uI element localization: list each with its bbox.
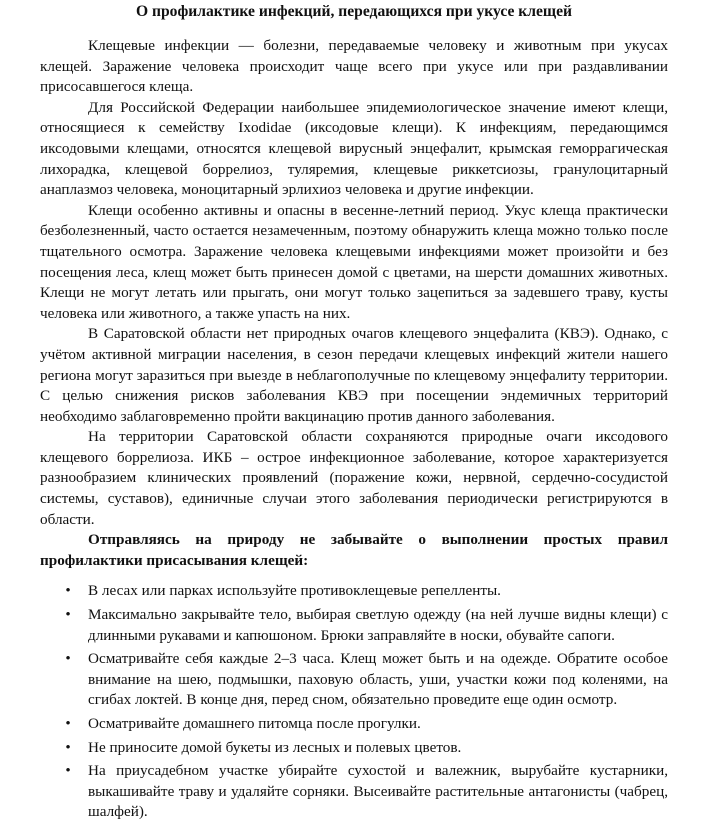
list-item-text: Максимально закрывайте тело, выбирая светлую одежду (на ней лучше видны клещи) с длинными рукавами и капюшоном. Брюки заправляйте в носки, обувайте сапоги. (88, 606, 668, 644)
bullet-icon: • (65, 606, 71, 624)
bullet-icon: • (65, 738, 71, 756)
paragraph-tick-activity: Клещи особенно активны и опасны в весенне-летний период. Укус клеща практически безболезненный, часто остается незамеченным, поэтому обнаружить клеща можно только после тщательного осмотра. Заражение человека клещевыми инфекциями может произойти и без посещения леса, клещ может быть принесен домой с цветами, на шерсти домашних животных. Клещи не могут летать или прыгать, они могут только зацепиться за задевшего траву, кусты человека или животного, а также упасть на них. (40, 201, 668, 322)
list-item-text: На приусадебном участке убирайте сухостой и валежник, вырубайте кустарники, выкашивайте траву и удаляйте сорняки. Высеивайте растительные антагонисты (чабрец, шалфей). (88, 762, 668, 821)
bullet-icon: • (65, 715, 71, 732)
rules-heading: Отправляясь на природу не забывайте о выполнении простых правил профилактики присасывания клещей: (40, 531, 668, 569)
list-item (40, 581, 668, 602)
paragraph-ixodidae-infections: Для Российской Федерации наибольшее эпидемиологическое значение имеют клещи, относящиеся к семейству Ixodidae (иксодовые клещи). К инфекциям, передающимся иксодовыми клещами, относятся клещевой вирусный энцефалит, крымская геморрагическая лихорадка, клещевой боррелиоз, туляремия, клещевые риккетсиозы, гранулоцитарный анаплазмоз человека, моноцитарный эрлихиоз человека и другие инфекции. (40, 98, 668, 199)
document-title: О профилактике инфекций, передающихся при укусе клещей (136, 3, 572, 20)
document-page (40, 2, 668, 826)
list-item-text: Осматривайте себя каждые 2–3 часа. Клещ может быть и на одежде. Обратите особое внимание на шею, подмышки, паховую область, уши, участки кожи под коленями, на сгибах локтей. В конце дня, перед сном, обязательно проведите еще один осмотр. (88, 650, 668, 709)
prevention-rules-list (40, 581, 668, 823)
list-item-text: Не приносите домой букеты из лесных и полевых цветов. (88, 738, 462, 756)
list-item (40, 649, 668, 711)
paragraph-saratov-encephalitis: В Саратовской области нет природных очагов клещевого энцефалита (КВЭ). Однако, с учётом активной миграции населения, в сезон передачи клещевых инфекций жители нашего региона могут заразиться при выезде в неблагополучные по клещевому энцефалиту территории. С целью снижения рисков заболевания КВЭ при посещении эндемичных территорий необходимо заблаговременно пройти вакцинацию против данного заболевания. (40, 325, 668, 425)
list-item (40, 761, 668, 823)
paragraph-tick-infections-definition: Клещевые инфекции — болезни, передаваемые человеку и животным при укусах клещей. Заражение человека происходит чаще всего при укусе или при раздавливании присосавшегося клеща. (40, 37, 668, 96)
bullet-icon: • (65, 650, 71, 668)
list-item (40, 738, 668, 759)
bullet-icon: • (65, 582, 71, 600)
bullet-icon: • (65, 762, 71, 780)
list-item-text: Осматривайте домашнего питомца после прогулки. (88, 715, 421, 732)
paragraph-saratov-borreliosis: На территории Саратовской области сохраняются природные очаги иксодового клещевого боррелиоза. ИКБ – острое инфекционное заболевание, которое характеризуется разнообразием клинических проявлений (поражение кожи, нервной, сердечно-сосудистой системы, суставов), единичные случаи этого заболевания периодически регистрируются в области. (40, 428, 668, 528)
list-item (40, 714, 668, 735)
list-item-text: В лесах или парках используйте противоклещевые репелленты. (88, 582, 501, 600)
list-item (40, 605, 668, 646)
